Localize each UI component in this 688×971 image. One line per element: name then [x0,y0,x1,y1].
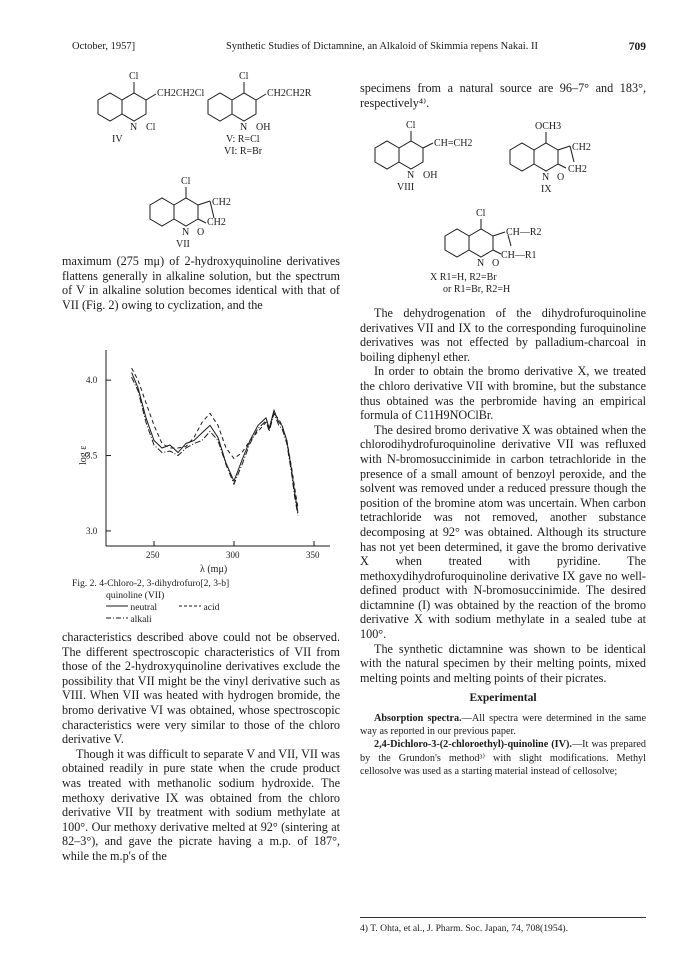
series-line-alkali [132,377,298,516]
paragraph: In order to obtain the bromo derivative X, we treated the chloro derivative VII with bromine, but the substance thus obtained was the perbromide having an empirical formula of C11H9NOClBr. [360,364,646,423]
series-line-acid [132,368,298,508]
ix-ch2b: CH2 [568,164,587,175]
x-label2: or R1=Br, R2=H [443,284,511,295]
paragraph: The desired bromo derivative X was obtained when the chlorodihydrofuroquinoline derivative VII was refluxed with N-bromosuccinimide in carbon tetrachloride in the presence of a small amount of benzoyl peroxide, and the solvent was removed under a reduced pressure though the position of the bromine atom was uncertain. When carbon tetrachloride was not removed, another substance decomposing at 92° was obtained. Although its structure has not yet been determined, it gave the bromo derivative X when treated with pyridine. The methoxydihydrofuroquinoline derivative IX gave no well-defined product with N-bromosuccinimide. The desired dictamnine (I) was obtained by the reaction of the bromo derivative X with sodium methylate in a sealed tube at 100°. [360,422,646,642]
right-column-para1 [360,81,646,110]
header-date: October, 1957] [72,41,136,52]
vii-cl: Cl [181,176,191,187]
figure-caption [72,578,342,626]
viii-cl: Cl [406,120,416,131]
ix-ch2a: CH2 [572,142,591,153]
x-tick-label: 350 [306,550,320,560]
viii-n: N [407,170,415,181]
y-tick-label: 3.0 [86,525,98,536]
experimental-para2: 2,4-Dichloro-3-(2-chloroethyl)-quinoline (IV).—It was prepared by the Grundon's method³⁾ with slight modifications. Methyl cellosolve was used as a starting material instead of cellosolve; [360,739,646,777]
v-oh: OH [256,122,271,133]
iv-label: IV [112,134,123,145]
viii-side-chain: CH=CH2 [434,138,473,149]
x-axis-label: λ (mμ) [200,564,228,575]
paragraph: The dehydrogenation of the dihydrofuroquinoline derivatives VII and IX to the corresponding furoquinoline derivatives was not effected by palladium-charcoal in boiling diphenyl ether. [360,306,646,364]
x-n: N [477,258,485,269]
header-title: Synthetic Studies of Dictamnine, an Alkaloid of Skimmia repens Nakai. II [225,41,538,52]
paragraph: maximum (275 mμ) of 2-hydroxyquinoline derivatives flattens generally in alkaline solution, but the spectrum of V in alkaline solution becomes identical with that of VII (Fig. 2) owing to cyclization, and the [62,254,340,312]
x-ch-r2: CH—R2 [506,227,542,238]
caption-line1: Fig. 2. 4-Chloro-2, 3-dihydrofuro[2, 3-b] [72,578,230,589]
ix-och3: OCH3 [535,121,562,132]
paragraph: characteristics described above could not be observed. The different spectroscopic characteristics of VII from those of the 2-hydroxyquinoline derivatives exclude the possibility that VII might be the vinyl derivative such as VIII. When VII was heated with hydrogen bromide, the bromo derivative VI was obtained, whose spectroscopic characteristics were very similar to those of the chloro derivative V. [62,630,340,747]
footnote: 4) T. Ohta, et al., J. Pharm. Soc. Japan, 74, 708(1954). [360,917,646,934]
iv-n: N [130,122,138,133]
x-o: O [492,258,500,269]
y-tick-label: 3.5 [86,450,98,461]
viii-oh: OH [423,170,438,181]
caption-line2: quinoline (VII) [106,590,165,601]
x-label1: X R1=H, R2=Br [430,272,497,283]
x-tick-label: 300 [226,550,240,560]
iv-cl: Cl [129,71,139,82]
experimental-heading: Experimental [469,692,537,705]
y-axis-label: log ε [78,445,89,465]
paragraph: The synthetic dictamnine was shown to be identical with the natural specimen by their melting points, mixed melting points and melting points of their picrates. [360,641,646,685]
structures-viii-ix-x [365,118,645,303]
legend-alkali: alkali [130,614,152,625]
left-column-para1 [62,254,340,312]
v-label: V: R=Cl [226,134,260,145]
v-side-chain: CH2CH2R [267,88,312,99]
left-column-bottom [62,630,340,864]
page-number: 709 [628,41,646,53]
vii-o: O [197,227,205,238]
x-tick-label: 250 [146,550,160,560]
x-cl: Cl [476,208,486,219]
x-ch-r1: CH—R1 [501,250,537,261]
vii-ch2b: CH2 [207,217,226,228]
ix-label: IX [541,184,552,195]
run-in-heading: Absorption spectra. [374,713,462,725]
run-in-heading: 2,4-Dichloro-3-(2-chloroethyl)-quinoline (IV). [374,739,572,751]
right-column-main [360,306,646,778]
v-n: N [240,122,248,133]
vii-label: VII [176,239,190,250]
viii-label: VIII [397,182,415,193]
experimental-para1: Absorption spectra.—All spectra were determined in the same way as reported in our previous paper. [360,713,646,738]
iv-side-chain: CH2CH2Cl [157,88,205,99]
ix-o: O [557,172,565,183]
y-tick-label: 4.0 [86,375,98,386]
series-line-neutral [132,373,298,513]
vii-n: N [182,227,190,238]
vii-ch2a: CH2 [212,197,231,208]
caption-legend [72,602,342,614]
iv-cl2: Cl [146,122,156,133]
v-cl: Cl [239,71,249,82]
paragraph: Though it was difficult to separate V and VII, VII was obtained readily in pure state when the crude product was treated with methanolic sodium hydroxide. The methoxy derivative IX was obtained from the chloro derivative VII by treatment with sodium methylate at 100°. Our methoxy derivative melted at 92° (sintering at 82–3°), and gave the picrate having a m.p. of 187°, while the m.p's of the [62,746,340,863]
legend-neutral: neutral [130,602,158,613]
structures-iv-v-vii [78,60,348,270]
vi-label: VI: R=Br [224,146,263,157]
running-header [72,41,646,53]
uv-spectrum-chart [70,340,340,575]
legend-acid: acid [203,602,220,613]
paragraph: specimens from a natural source are 96–7° and 183°, respectively⁴⁾. [360,81,646,110]
ix-n: N [542,172,550,183]
